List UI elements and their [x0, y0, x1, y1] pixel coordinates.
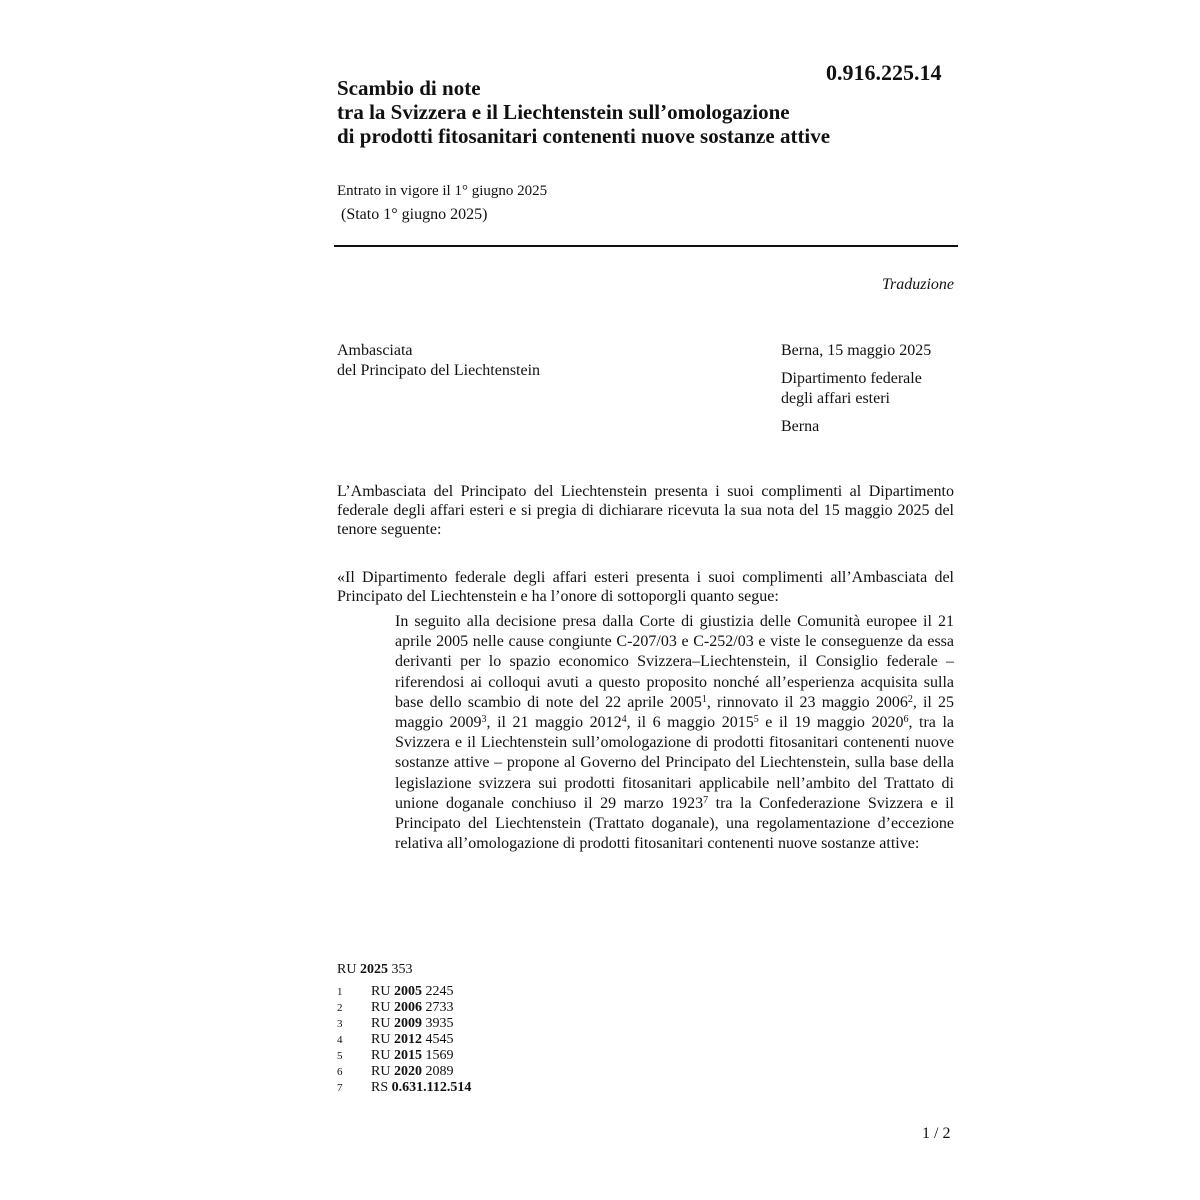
- recipient-dept: Dipartimento federale: [781, 370, 922, 387]
- footnote-text: RU 2012 4545: [371, 1032, 454, 1047]
- letter-date: Berna, 15 maggio 2025: [781, 342, 932, 359]
- footnote-ref: 6: [903, 714, 909, 726]
- status-date: (Stato 1° giugno 2025): [341, 206, 488, 223]
- footnote-number: 5: [337, 1050, 343, 1062]
- footnote-text: RU 2020 2089: [371, 1064, 454, 1079]
- quote-text: , il 21 maggio 2012: [486, 714, 622, 732]
- footnote: [337, 1064, 471, 1080]
- footnote: [337, 1080, 471, 1096]
- quote-text: , il 6 maggio 2015: [626, 714, 754, 732]
- quote-text: , rinnovato il 23 maggio 2006: [706, 693, 908, 711]
- document-title: [337, 76, 957, 148]
- in-force-date: Entrato in vigore il 1° giugno 2025: [337, 183, 548, 199]
- footnote-ref: 5: [753, 714, 759, 726]
- footnote-text: RU 2006 2733: [371, 1000, 454, 1015]
- footnote: [337, 1016, 471, 1032]
- footnote-ref: 7: [703, 794, 709, 806]
- footnote: [337, 1032, 471, 1048]
- recipient-dept: degli affari esteri: [781, 390, 890, 407]
- quote-text: tra la Confederazione Svizzera e il Principato del Liechtenstein (Trattato doganale), una regolamentazione d’eccezione relativa all’omologazione di prodotti fitosanitari contenenti nuove sostanze attive:: [395, 794, 954, 853]
- footnote-text: RU 2009 3935: [371, 1016, 454, 1031]
- sender-line: del Principato del Liechtenstein: [337, 362, 541, 379]
- header-divider: [334, 245, 958, 247]
- footnote-number: 2: [337, 1002, 343, 1014]
- footnote-number: 4: [337, 1034, 343, 1046]
- recipient-block: [781, 341, 931, 437]
- quote-text: In seguito alla decisione presa dalla Corte di giustizia delle Comunità europee il 21 aprile 2005 nelle cause congiunte C-207/03 e C-252/03 e viste le conseguenze da essa derivanti per lo spazio economico Svizzera–Liechtenstein, il Consiglio federale – riferendosi ai colloqui avuti a questo proposito nonché all’esperienza acquisita sulla base dello scambio di note del 22 aprile 2005: [395, 613, 954, 711]
- quote-text: , tra la Svizzera e il Liechtenstein sull’omologazione di prodotti fitosanitari contenenti nuove sostanze attive – propone al Governo del Principato del Liechtenstein, sulla base della legislazione svizzera sui prodotti fitosanitari applicabile nell’ambito del Trattato di unione doganale conchiuso il 29 marzo 1923: [395, 714, 955, 812]
- footnote-number: 7: [337, 1082, 343, 1094]
- footnote-number: 3: [337, 1018, 343, 1030]
- title-line: tra la Svizzera e il Liechtenstein sull’omologazione: [337, 100, 790, 124]
- footnote-ref: 4: [621, 714, 627, 726]
- footnote-text: RS 0.631.112.514: [371, 1080, 472, 1095]
- ru-reference: RU 2025 353: [337, 962, 413, 977]
- footnote-ref: 3: [481, 714, 487, 726]
- footnotes: [337, 984, 471, 1096]
- sender-line: Ambasciata: [337, 342, 413, 359]
- page-number: 1 / 2: [922, 1125, 951, 1142]
- footnote-ref: 1: [701, 693, 707, 705]
- footnote: [337, 1000, 471, 1016]
- footnote-text: RU 2015 1569: [371, 1048, 454, 1063]
- footnote-ref: 2: [907, 693, 913, 705]
- body-paragraph: «Il Dipartimento federale degli affari esteri presenta i suoi complimenti all’Ambasciata del Principato del Liechtenstein e ha l’onore di sottoporgli quanto segue:: [337, 569, 954, 605]
- body-paragraph: L’Ambasciata del Principato del Liechtenstein presenta i suoi complimenti al Dipartimento federale degli affari esteri e si pregia di dichiarare ricevuta la sua nota del 15 maggio 2025 del tenore seguente:: [337, 483, 954, 538]
- recipient-city: Berna: [781, 418, 820, 435]
- sender-block: [337, 341, 540, 381]
- quote-text: , il 25 maggio 2009: [395, 693, 955, 732]
- footnote-number: 1: [337, 986, 343, 998]
- title-line: di prodotti fitosanitari contenenti nuove sostanze attive: [337, 124, 831, 148]
- sr-number: 0.916.225.14: [826, 60, 942, 85]
- footnote-number: 6: [337, 1066, 343, 1078]
- footnote-text: RU 2005 2245: [371, 984, 454, 999]
- quote-text: e il 19 maggio 2020: [758, 714, 904, 732]
- footnote: [337, 1048, 471, 1064]
- title-line: Scambio di note: [337, 76, 481, 100]
- quoted-note-paragraph: [395, 612, 954, 854]
- translation-label: Traduzione: [881, 276, 954, 293]
- footnote: [337, 984, 471, 1000]
